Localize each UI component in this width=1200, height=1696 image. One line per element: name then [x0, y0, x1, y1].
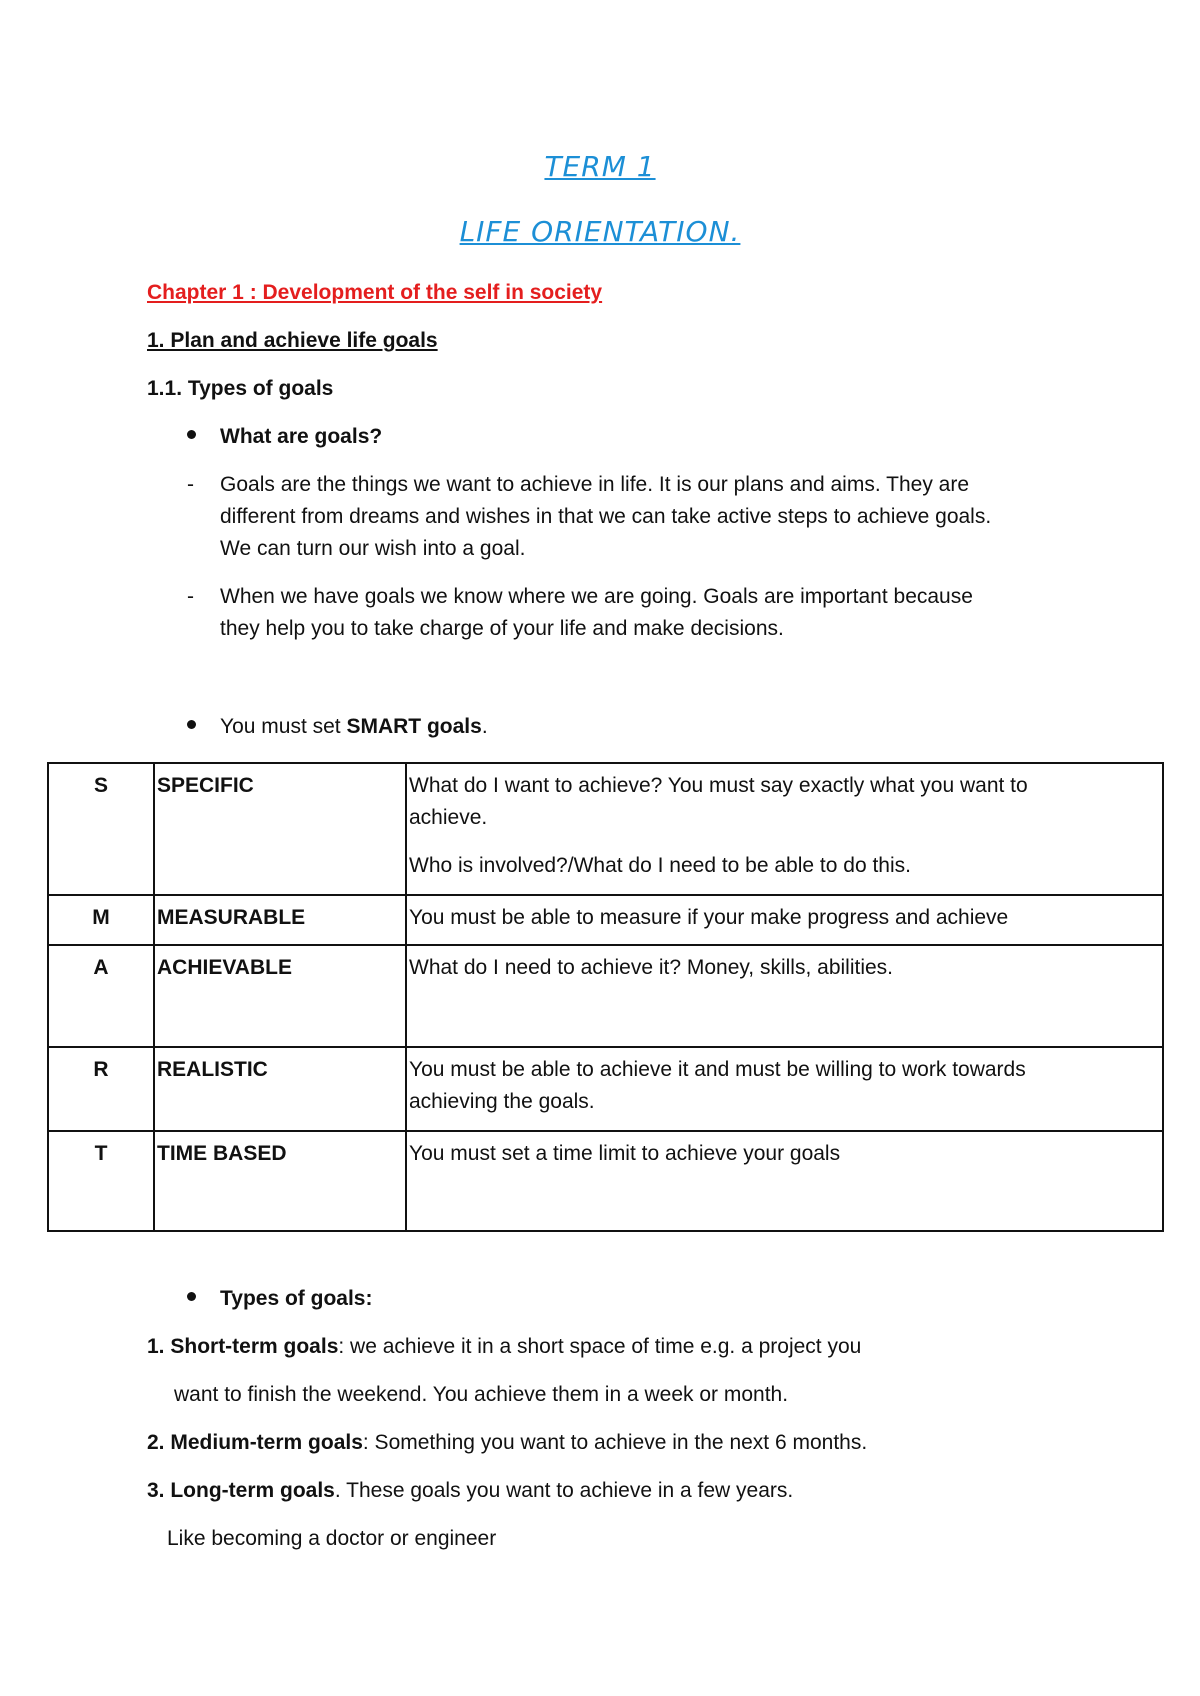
- bullet-icon: [187, 430, 196, 439]
- paragraph-line: they help you to take charge of your life and make decisions.: [220, 617, 784, 640]
- paragraph-line: different from dreams and wishes in that we can take active steps to achieve goals.: [220, 505, 992, 528]
- dash-icon: -: [187, 473, 194, 496]
- item-term: Medium-term goals: [170, 1431, 363, 1454]
- item-number: 3.: [147, 1479, 171, 1502]
- smart-description: [406, 763, 1163, 895]
- section-heading: 1. Plan and achieve life goals: [147, 329, 438, 352]
- item-continuation: want to finish the weekend. You achieve them in a week or month.: [174, 1383, 789, 1406]
- smart-description: [406, 1047, 1163, 1131]
- table-row: [48, 763, 1163, 895]
- bullet-text: What are goals?: [220, 425, 383, 448]
- bullet-text-post: .: [481, 715, 488, 738]
- subsection-heading: 1.1. Types of goals: [147, 377, 334, 400]
- bullet-icon: [187, 720, 196, 729]
- item-text: . These goals you want to achieve in a few years.: [334, 1479, 794, 1502]
- table-row: [48, 1131, 1163, 1231]
- item-text: : we achieve it in a short space of time e.g. a project you: [338, 1335, 862, 1358]
- item-term: Long-term goals: [170, 1479, 335, 1502]
- bullet-text: Types of goals:: [220, 1287, 373, 1310]
- goal-type-item: [147, 1427, 867, 1459]
- table-row: [48, 945, 1163, 1047]
- description-line: achieving the goals.: [409, 1090, 595, 1113]
- goal-type-item: [147, 1475, 793, 1507]
- item-continuation: Like becoming a doctor or engineer: [167, 1527, 497, 1550]
- table-row: [48, 1047, 1163, 1131]
- description-line: You must be able to measure if your make progress and achieve: [409, 906, 1009, 929]
- smart-letter: R: [48, 1047, 154, 1131]
- smart-letter: A: [48, 945, 154, 1047]
- smart-goals-table: [47, 762, 1164, 1232]
- smart-word: REALISTIC: [154, 1047, 406, 1131]
- description-line: Who is involved?/What do I need to be able to do this.: [409, 854, 911, 877]
- bullet-text-pre: You must set: [220, 715, 347, 738]
- item-term: Short-term goals: [170, 1335, 339, 1358]
- description-line: You must set a time limit to achieve your goals: [409, 1142, 841, 1165]
- description-line: achieve.: [409, 806, 488, 829]
- bullet-what-are-goals: [187, 421, 382, 453]
- bullet-icon: [187, 1292, 196, 1301]
- smart-letter: S: [48, 763, 154, 895]
- smart-description: [406, 945, 1163, 1047]
- paragraph-line: Goals are the things we want to achieve in life. It is our plans and aims. They are: [220, 473, 970, 496]
- paragraph-line: When we have goals we know where we are going. Goals are important because: [220, 585, 973, 608]
- item-number: 1.: [147, 1335, 171, 1358]
- bullet-smart-goals: [187, 711, 488, 743]
- smart-description: [406, 1131, 1163, 1231]
- smart-word: MEASURABLE: [154, 895, 406, 945]
- goal-type-item: [147, 1331, 861, 1363]
- item-number: 2.: [147, 1431, 171, 1454]
- bullet-types-of-goals: [187, 1283, 372, 1315]
- smart-description: [406, 895, 1163, 945]
- description-line: What do I need to achieve it? Money, skills, abilities.: [409, 956, 894, 979]
- description-line: What do I want to achieve? You must say exactly what you want to: [409, 774, 1028, 797]
- smart-word: SPECIFIC: [154, 763, 406, 895]
- smart-letter: M: [48, 895, 154, 945]
- subject-title: LIFE ORIENTATION.: [459, 215, 741, 248]
- smart-letter: T: [48, 1131, 154, 1231]
- table-row: [48, 895, 1163, 945]
- chapter-heading: Chapter 1 : Development of the self in society: [147, 281, 603, 304]
- smart-word: TIME BASED: [154, 1131, 406, 1231]
- bullet-text-bold: SMART goals: [346, 715, 482, 738]
- dash-icon: -: [187, 585, 194, 608]
- description-line: You must be able to achieve it and must be willing to work towards: [409, 1058, 1026, 1081]
- smart-word: ACHIEVABLE: [154, 945, 406, 1047]
- term-title: TERM 1: [544, 150, 656, 183]
- item-text: : Something you want to achieve in the next 6 months.: [362, 1431, 868, 1454]
- paragraph-line: We can turn our wish into a goal.: [220, 537, 526, 560]
